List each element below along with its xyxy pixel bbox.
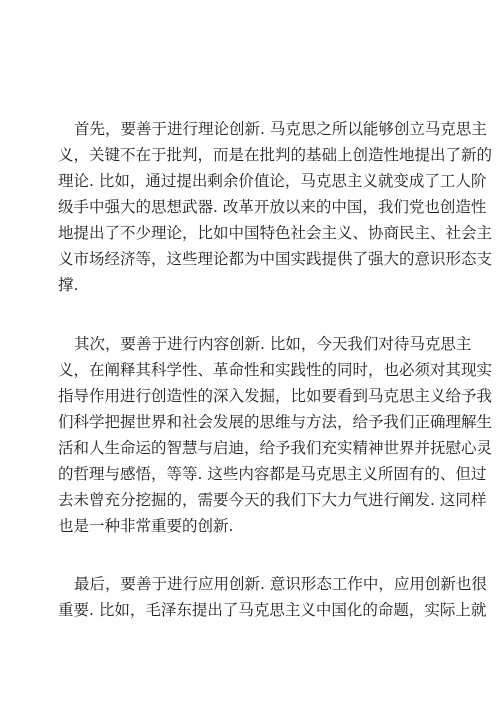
paragraph-line: 最后，要善于进行应用创新. 意识形态工作中，应用创新也很 (74, 575, 487, 593)
paragraph-line: 级手中强大的思想武器. 改革开放以来的中国，我们党也创造性 (58, 198, 487, 216)
paragraph-line: 义，关键不在于批判，而是在批判的基础上创造性地提出了新的 (58, 146, 493, 164)
paragraph-line: 们科学把握世界和社会发展的思维与方法，给予我们正确理解生 (58, 413, 493, 431)
paragraph-line: 撑. (58, 276, 79, 294)
paragraph-line: 重要. 比如，毛泽东提出了马克思主义中国化的命题，实际上就 (58, 601, 487, 619)
paragraph-line: 其次，要善于进行内容创新. 比如，今天我们对待马克思主 (74, 335, 472, 353)
paragraph-line: 指导作用进行创造性的深入发掘，比如要看到马克思主义给予我 (58, 387, 493, 405)
paragraph-line: 也是一种非常重要的创新. (58, 517, 234, 535)
paragraph-line: 去未曾充分挖掘的，需要今天的我们下大力气进行阐发. 这同样 (58, 491, 487, 509)
paragraph-line: 义市场经济等，这些理论都为中国实践提供了强大的意识形态支 (58, 250, 493, 268)
paragraph-line: 首先，要善于进行理论创新. 马克思之所以能够创立马克思主 (74, 120, 487, 138)
paragraph-line: 义，在阐释其科学性、革命性和实践性的同时，也必须对其现实 (58, 361, 493, 379)
paragraph-line: 的哲理与感悟，等等. 这些内容都是马克思主义所固有的、但过 (58, 465, 487, 483)
paragraph-line: 活和人生命运的智慧与启迪，给予我们充实精神世界并抚慰心灵 (58, 439, 493, 457)
paragraph-line: 地提出了不少理论，比如中国特色社会主义、协商民主、社会主 (58, 224, 493, 242)
paragraph-line: 理论. 比如，通过提出剩余价值论，马克思主义就变成了工人阶 (58, 172, 487, 190)
